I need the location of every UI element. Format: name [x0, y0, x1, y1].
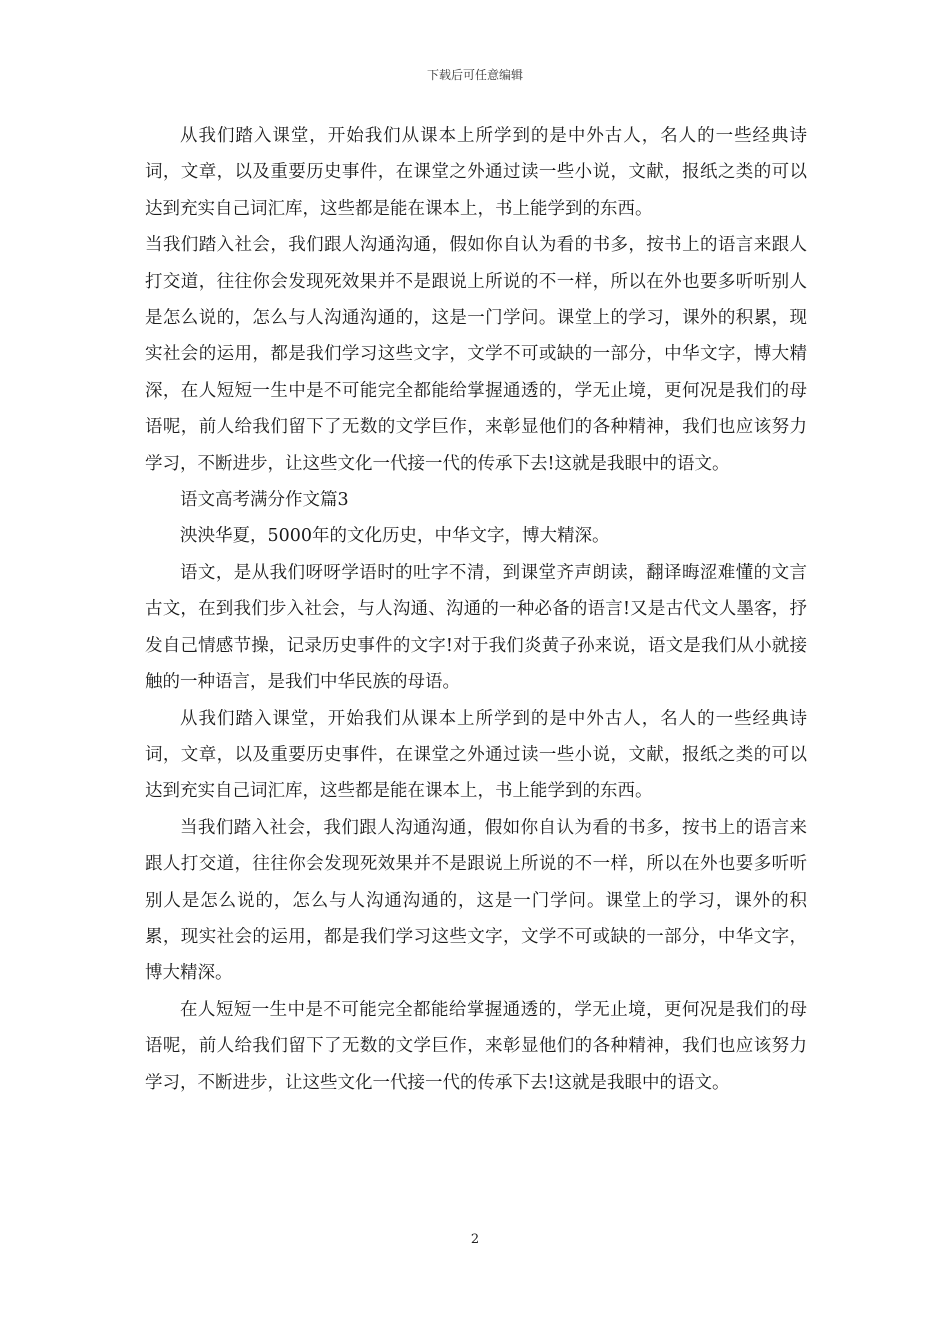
- page-header: 下载后可任意编辑: [426, 68, 523, 82]
- page-number: 2: [470, 1232, 480, 1247]
- paragraph-intro: 泱泱华夏，5000年的文化历史，中华文字，博大精深。: [180, 526, 610, 547]
- paragraph-society-communication: 当我们踏入社会，我们跟人沟通沟通，假如你自认为看的书多，按书上的语言来跟人打交道，往往你会发现死效果并不是跟说上所说的不一样，所以在外也要多听听别人是怎么说的，怎么与人沟通沟通的，这是一门学问。课堂上的学习，课外的积累，现实社会的运用，都是我们学习这些文字，文学不可或缺的一部分，中华文字，博大精深，在人短短一生中是不可能完全都能给掌握通透的，学无止境，更何况是我们的母语呢，前人给我们留下了无数的文学巨作，来彰显他们的各种精神，我们也应该努力学习，不断进步，让这些文化一代接一代的传承下去!这就是我眼中的语文。: [145, 235, 807, 474]
- section-title: 语文高考满分作文篇3: [180, 490, 349, 511]
- paragraph-classroom-learning-2: 从我们踏入课堂，开始我们从课本上所学到的是中外古人，名人的一些经典诗词，文章，以及重要历史事件，在课堂之外通过读一些小说，文献，报纸之类的可以达到充实自己词汇库，这些都是能在课本上，书上能学到的东西。: [145, 708, 807, 802]
- paragraph-classroom-learning: 从我们踏入课堂，开始我们从课本上所学到的是中外古人，名人的一些经典诗词，文章，以及重要历史事件，在课堂之外通过读一些小说，文献，报纸之类的可以达到充实自己词汇库，这些都是能在课本上，书上能学到的东西。: [145, 126, 807, 219]
- paragraph-society-communication-2: 当我们踏入社会，我们跟人沟通沟通，假如你自认为看的书多，按书上的语言来跟人打交道，往往你会发现死效果并不是跟说上所说的不一样，所以在外也要多听听别人是怎么说的，怎么与人沟通沟通的，这是一门学问。课堂上的学习，课外的积累，现实社会的运用，都是我们学习这些文字，文学不可或缺的一部分，中华文字，博大精深。: [145, 817, 807, 984]
- paragraph-what-is-chinese: 语文，是从我们呀呀学语时的吐字不清，到课堂齐声朗读，翻译晦涩难懂的文言古文，在到我们步入社会，与人沟通、沟通的一种必备的语言!又是古代文人墨客，抒发自己情感节操，记录历史事件的文字!对于我们炎黄子孙来说，语文是我们从小就接触的一种语言，是我们中华民族的母语。: [145, 562, 807, 693]
- document-body: [145, 118, 807, 1101]
- paragraph-conclusion: 在人短短一生中是不可能完全都能给掌握通透的，学无止境，更何况是我们的母语呢，前人给我们留下了无数的文学巨作，来彰显他们的各种精神，我们也应该努力学习，不断进步，让这些文化一代接一代的传承下去!这就是我眼中的语文。: [145, 999, 807, 1093]
